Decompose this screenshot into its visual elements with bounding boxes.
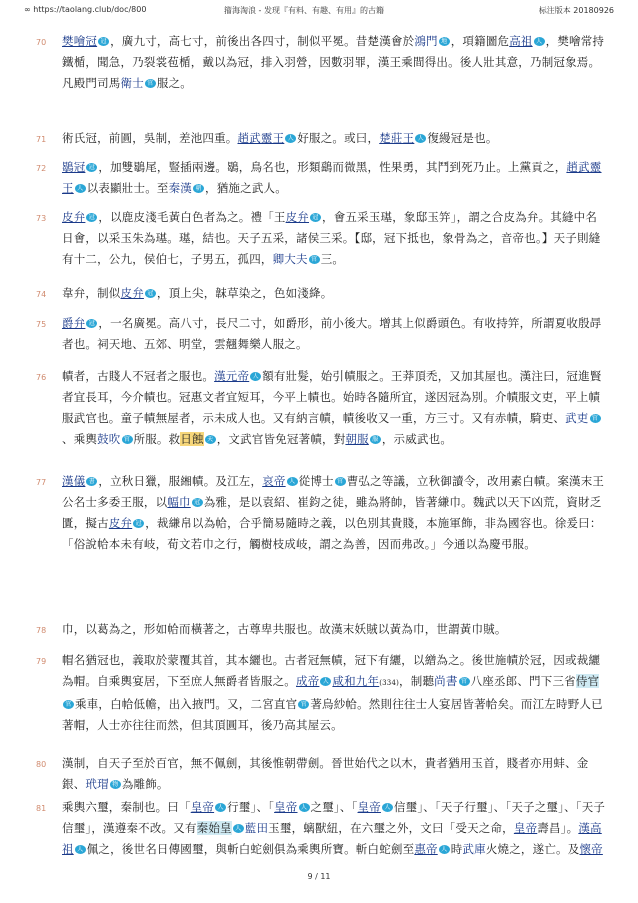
dynasty-term[interactable]: 秦漢 bbox=[168, 181, 193, 195]
annotation-badge[interactable]: 官 bbox=[590, 414, 601, 423]
annotation-badge[interactable]: 冠 bbox=[145, 289, 156, 298]
annotation-badge[interactable]: 官 bbox=[145, 79, 156, 88]
text: 韋弁，制似 bbox=[62, 286, 121, 300]
text: 行璽」、「 bbox=[227, 800, 275, 814]
term-link[interactable]: 皇帝 bbox=[513, 821, 538, 835]
paragraph-74 bbox=[62, 283, 607, 304]
annotation-badge[interactable]: 服 bbox=[370, 435, 381, 444]
paragraph-78 bbox=[62, 619, 607, 640]
term-link[interactable]: 皇帝 bbox=[274, 800, 298, 814]
paragraph-number: 70 bbox=[36, 38, 47, 47]
person-link[interactable]: 漢高祖 bbox=[62, 821, 602, 856]
text: 為雕飾。 bbox=[121, 777, 169, 791]
annotation-badge[interactable]: 人 bbox=[285, 134, 296, 143]
text: ，會五采玉璂，象邸玉笄」，謂之合皮為弁。其縫中名日會，以采玉朱為璂。璂，結也。天子五采，諸侯三采。【邸，冠下抵也，象骨為之，音帝也。】天子則縫有十二，公九，侯伯七，子男五，孤四， bbox=[62, 210, 601, 266]
person-link[interactable]: 惠帝 bbox=[414, 842, 438, 856]
header-version: 标注版本 20180926 bbox=[538, 6, 614, 15]
text: 所服。救 bbox=[133, 432, 181, 446]
annotation-badge[interactable]: 人 bbox=[439, 845, 450, 854]
term-link[interactable]: 樊噲冠 bbox=[62, 34, 98, 48]
paragraph-81 bbox=[62, 797, 607, 857]
office-term[interactable]: 武庫 bbox=[462, 842, 486, 856]
paragraph-71 bbox=[62, 128, 607, 149]
text: ，裁縑帛以為帢，合乎簡易隨時之義，以色別其貴賤，本施軍飾，非為國容也。徐爰曰：「俗說帢本未有岐，荀文若巾之行，觸樹枝成岐，謂之為善，因而弗改。」今通以為慶弔服。 bbox=[62, 516, 602, 551]
annotation-badge[interactable]: 人 bbox=[415, 134, 426, 143]
text: 曹弘之等議，立秋御讀令，改用素白幘。案漢末王公名士多委王服，以 bbox=[62, 474, 605, 509]
person-link[interactable]: 趙武靈王 bbox=[237, 131, 285, 145]
highlighted-term[interactable]: 侍官 bbox=[575, 674, 600, 688]
person-link[interactable]: 成帝 bbox=[296, 674, 320, 688]
term-link[interactable]: 皮弁 bbox=[120, 286, 144, 300]
term-link[interactable]: 朝服 bbox=[345, 432, 369, 446]
text: 帽名猶冠也，義取於蒙覆其首，其本纚也。古者冠無幘，冠下有纚，以繒為之。後世施幘於冠，因或裁纚為帽。自乘輿宴居，下至庶人無爵者皆服之。 bbox=[62, 653, 601, 688]
text: 三。 bbox=[320, 252, 345, 266]
term-link[interactable]: 鶡冠 bbox=[62, 160, 86, 174]
text: 復縵冠是也。 bbox=[427, 131, 498, 145]
annotation-badge[interactable]: 人 bbox=[75, 184, 86, 193]
text: ，項籍圖危 bbox=[450, 34, 510, 48]
era-link[interactable]: 咸和九年 bbox=[332, 674, 380, 688]
material-term[interactable]: 玳瑁 bbox=[85, 777, 109, 791]
annotation-badge[interactable]: 冠 bbox=[98, 37, 109, 46]
paragraph-number: 80 bbox=[36, 760, 47, 769]
paragraph-number: 71 bbox=[36, 135, 47, 144]
annotation-badge[interactable]: 人 bbox=[382, 803, 393, 812]
annotation-badge[interactable]: 冠 bbox=[86, 213, 97, 222]
person-link[interactable]: 高祖 bbox=[509, 34, 533, 48]
paragraph-number: 73 bbox=[36, 214, 47, 223]
text: 為雅，是以袁紹、崔鈞之徒，雖為將帥，皆著縑巾。魏武以天下凶荒，資財乏匱，擬古 bbox=[62, 495, 602, 530]
annotation-badge[interactable]: 物 bbox=[110, 780, 121, 789]
text: 巾，以葛為之，形如帢而橫著之，古尊卑共服也。故漢末妖賊以黃為巾，世謂黃巾賊。 bbox=[62, 622, 507, 636]
annotation-badge[interactable]: 冠 bbox=[310, 213, 321, 222]
paragraph-number: 74 bbox=[36, 290, 47, 299]
term-link[interactable]: 皇帝 bbox=[357, 800, 381, 814]
annotation-badge[interactable]: 冠 bbox=[86, 163, 97, 172]
paragraph-number: 76 bbox=[36, 373, 47, 382]
annotation-badge[interactable]: 人 bbox=[233, 824, 244, 833]
paragraph-76 bbox=[62, 366, 607, 450]
place-term[interactable]: 藍田 bbox=[244, 821, 269, 835]
text: 八座丞郎、門下三省 bbox=[470, 674, 576, 688]
office-term[interactable]: 武吏 bbox=[565, 411, 589, 425]
annotation-badge[interactable]: 官 bbox=[122, 435, 133, 444]
annotation-badge[interactable]: 人 bbox=[215, 803, 226, 812]
text: 、乘輿 bbox=[62, 432, 98, 446]
paragraph-75 bbox=[62, 313, 607, 355]
text: ，立秋日獵，服緗幘。及江左， bbox=[98, 474, 263, 488]
highlighted-term[interactable]: 日蝕 bbox=[180, 432, 204, 446]
annotation-badge[interactable]: 冠 bbox=[86, 319, 97, 328]
text: ，頂上尖，韎草染之，色如淺絳。 bbox=[156, 286, 333, 300]
text: ，猶施之武人。 bbox=[205, 181, 287, 195]
person-link[interactable]: 趙武靈王 bbox=[62, 160, 602, 195]
annotation-badge[interactable]: 人 bbox=[287, 477, 298, 486]
term-link[interactable]: 皮弁 bbox=[62, 210, 86, 224]
text: 服之。 bbox=[156, 76, 193, 90]
annotation-badge[interactable]: 官 bbox=[298, 700, 309, 709]
text: 術氏冠，前圓，吳制，差池四重。 bbox=[62, 131, 238, 145]
annotation-badge[interactable]: 冠 bbox=[133, 519, 144, 528]
paragraph-number: 81 bbox=[36, 804, 47, 813]
text: 信璽」、「天子行璽」、「天子之璽」、「天子信璽」，漢遵秦不改。又有 bbox=[62, 800, 606, 835]
person-link[interactable]: 楚莊王 bbox=[379, 131, 415, 145]
paragraph-number: 78 bbox=[36, 626, 47, 635]
text: 乘車，白帢低幨，出入掖門。又，二宮直官 bbox=[75, 697, 298, 711]
paragraph-80 bbox=[62, 753, 607, 795]
office-term[interactable]: 卿大夫 bbox=[272, 252, 308, 266]
text: 火燒之，遂亡。及 bbox=[485, 842, 580, 856]
year-note: (334) bbox=[379, 679, 400, 687]
term-link[interactable]: 皇帝 bbox=[190, 800, 215, 814]
text: 漢制，自天子至於百官，無不佩劍，其後惟朝帶劍。晉世始代之以木，貴者猶用玉首，賤者亦用蚌、金銀、 bbox=[62, 756, 589, 791]
book-link[interactable]: 漢儀 bbox=[62, 474, 86, 488]
text: 從博士 bbox=[298, 474, 334, 488]
text: 佩之，後世名日傳國璽，與斬白蛇劍俱為乘輿所寶。斬白蛇劍至 bbox=[86, 842, 415, 856]
term-link[interactable]: 皮弁 bbox=[108, 516, 133, 530]
annotation-badge[interactable]: 人 bbox=[250, 372, 261, 381]
text: 好服之。或曰， bbox=[297, 131, 380, 145]
text: ，廣九寸，高七寸，前後出各四寸，制似平冕。昔楚漢會於 bbox=[110, 34, 415, 48]
text: 時 bbox=[450, 842, 463, 856]
text: ，一名廣冕。高八寸，長尺二寸，如爵形，前小後大。增其上似爵頭色。有收持笄，所謂夏收殷冔者也。祠天地、五郊、明堂，雲翹舞樂人服之。 bbox=[62, 316, 602, 351]
annotation-badge[interactable]: 官 bbox=[309, 255, 320, 264]
annotation-badge[interactable]: 人 bbox=[534, 37, 545, 46]
text: ，示威武也。 bbox=[381, 432, 453, 446]
office-term[interactable]: 尚書 bbox=[434, 674, 458, 688]
text: 額有壯髮，始引幘服之。王莽頂禿，又加其屋也。漢注曰，冠進賢者宜長耳，今介幘也。冠惠文者宜短耳，今平上幘也。始時各隨所宜，遂因冠為別。介幘服文吏，平上幘服武官也。童子幘無屋者，示未成人也。又有納言幘，幘後收又一重，方三寸。又有赤幘，騎吏、 bbox=[62, 369, 602, 425]
header-title: 籀海淘浪 - 发现『有料、有趣、有用』的古籍 bbox=[224, 6, 384, 15]
text: ，樊噲常持鐵楯，聞急，乃裂裳苞楯，戴以為冠，排入羽營，因數羽罪，漢王乘間得出。後人壯其意，乃制冠象焉。凡殿門司馬 bbox=[62, 34, 605, 90]
annotation-badge[interactable]: 官 bbox=[459, 677, 470, 686]
annotation-badge[interactable]: 朝 bbox=[193, 184, 204, 193]
annotation-badge[interactable]: 人 bbox=[320, 677, 331, 686]
text: ，制聽 bbox=[399, 674, 435, 688]
text: 乘輿六璽，秦制也。曰「 bbox=[62, 800, 191, 814]
annotation-badge[interactable]: 天 bbox=[205, 435, 216, 444]
annotation-badge[interactable]: 官 bbox=[63, 700, 74, 709]
office-term[interactable]: 衛士 bbox=[120, 76, 144, 90]
paragraph-number: 79 bbox=[36, 657, 47, 666]
text: 壽昌」。 bbox=[537, 821, 579, 835]
term-link[interactable]: 皮弁 bbox=[285, 210, 310, 224]
person-link[interactable]: 漢元帝 bbox=[214, 369, 250, 383]
paragraph-number: 75 bbox=[36, 320, 47, 329]
text: 幘者，古賤人不冠者之服也。 bbox=[62, 369, 215, 383]
text: ，加雙鶡尾，豎插兩邊。鶡，鳥名也，形類鷂而微黑，性果勇，其鬥到死乃止。上黨貢之， bbox=[98, 160, 567, 174]
text: 之璽」、「 bbox=[310, 800, 358, 814]
paragraph-number: 72 bbox=[36, 164, 47, 173]
page-header bbox=[24, 5, 614, 21]
text: ，文武官皆免冠著幘，對 bbox=[216, 432, 346, 446]
page-counter: 9 / 11 bbox=[307, 872, 331, 881]
annotation-badge[interactable]: 人 bbox=[75, 845, 86, 854]
highlighted-term[interactable]: 秦始皇 bbox=[196, 821, 232, 835]
annotation-badge[interactable]: 冠 bbox=[192, 498, 203, 507]
person-link[interactable]: 懷帝 bbox=[579, 842, 603, 856]
annotation-badge[interactable]: 書 bbox=[86, 477, 97, 486]
person-link[interactable]: 哀帝 bbox=[262, 474, 286, 488]
paragraph-number: 77 bbox=[36, 478, 47, 487]
office-term[interactable]: 鼓吹 bbox=[97, 432, 121, 446]
annotation-badge[interactable]: 官 bbox=[335, 477, 346, 486]
paragraph-79 bbox=[62, 650, 607, 736]
text: 著烏紗帢。然則往往士人宴居皆著帢矣。而江左時野人已著帽，人士亦往往而然，但其頂圓耳，後乃高其屋云。 bbox=[62, 697, 603, 732]
paragraph-70 bbox=[62, 31, 607, 94]
header-url[interactable]: ∞ https://taolang.club/doc/800 bbox=[24, 5, 147, 14]
annotation-badge[interactable]: 地 bbox=[439, 37, 450, 46]
place-term[interactable]: 鴻門 bbox=[414, 34, 438, 48]
text: 玉璽，螭獸紐，在六璽之外，文曰「受天之命， bbox=[268, 821, 514, 835]
term-link[interactable]: 幅巾 bbox=[167, 495, 191, 509]
text: 以表顯壯士。至 bbox=[86, 181, 169, 195]
paragraph-73 bbox=[62, 207, 607, 270]
term-link[interactable]: 爵弁 bbox=[62, 316, 86, 330]
paragraph-77 bbox=[62, 471, 607, 555]
text: ，以鹿皮淺毛黃白色者為之。禮「王 bbox=[98, 210, 286, 224]
paragraph-72 bbox=[62, 157, 607, 199]
annotation-badge[interactable]: 人 bbox=[299, 803, 310, 812]
